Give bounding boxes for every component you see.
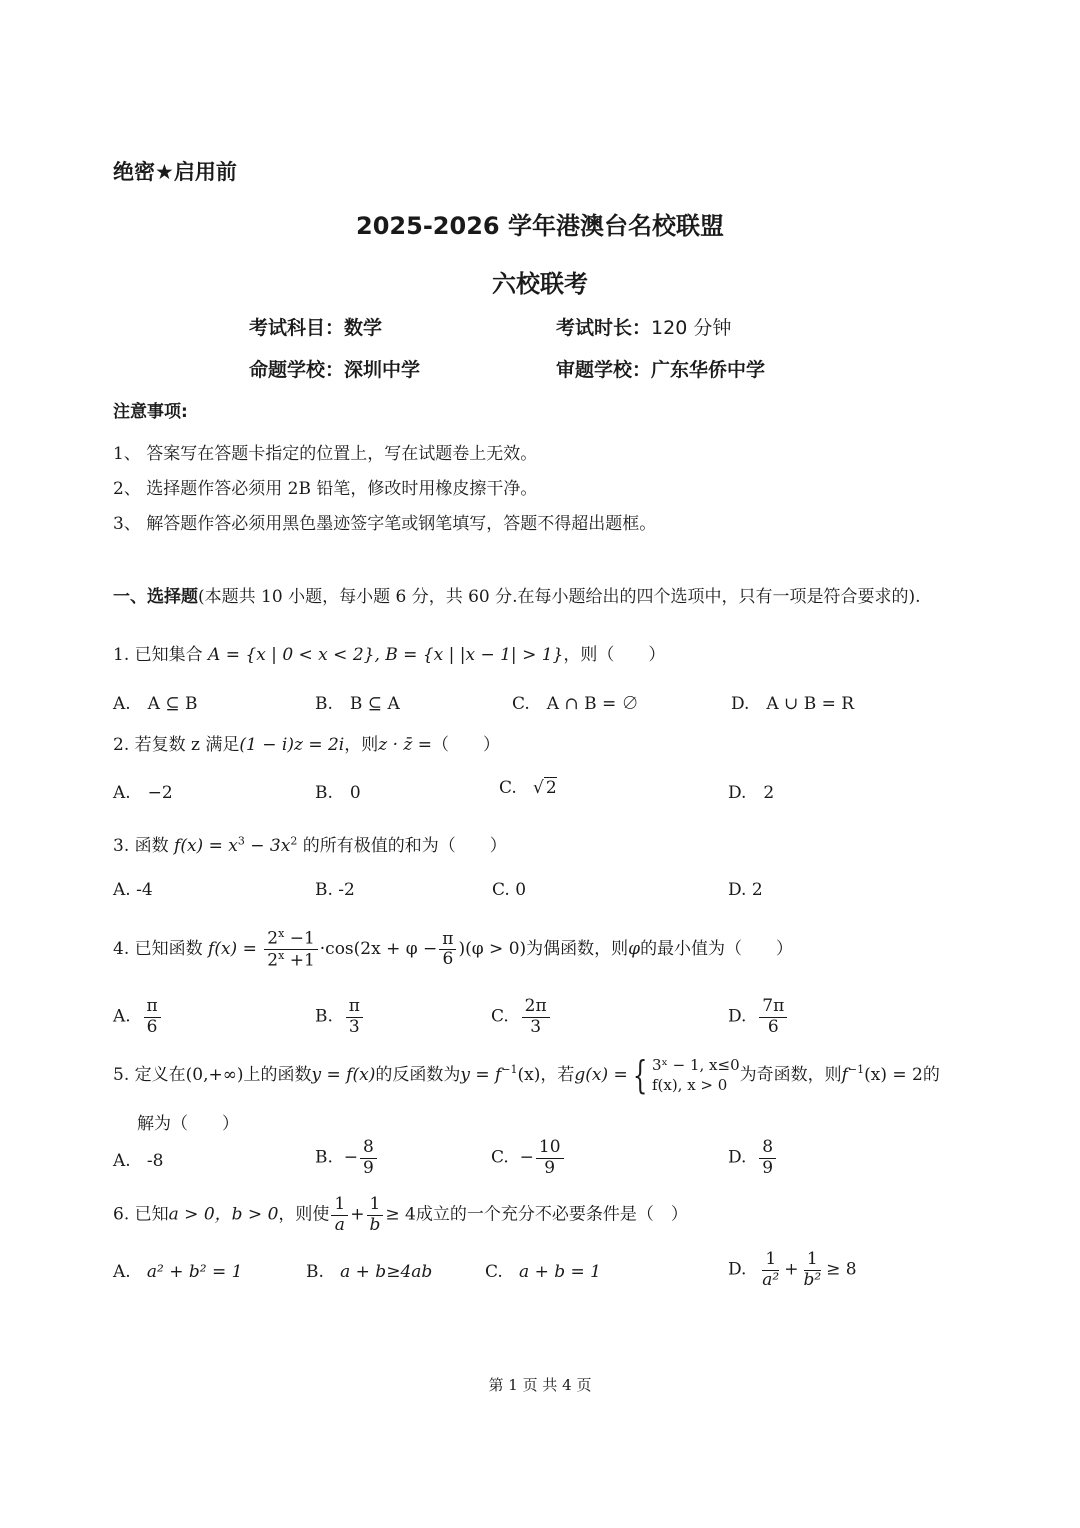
question-1 bbox=[113, 640, 665, 665]
q5-option-c[interactable]: C. − $\frac{10}{9}$ bbox=[491, 1138, 566, 1178]
question-text: 函数 bbox=[134, 836, 169, 856]
question-text: 成立的一个充分不必要条件是（ ） bbox=[415, 1204, 688, 1225]
function-expr: f(x) = bbox=[208, 939, 257, 960]
question-text: 已知集合 bbox=[134, 645, 203, 665]
exam-title: 2025-2026 学年港澳台名校联盟 bbox=[356, 212, 724, 240]
question-4 bbox=[113, 928, 793, 971]
q4-option-a[interactable]: A. $\frac{\pi}{6}$ bbox=[113, 997, 163, 1037]
question-text: 为奇函数，则 bbox=[739, 1064, 842, 1085]
question-text: 的最小值为（ ） bbox=[640, 939, 794, 960]
notes-heading: 注意事项: bbox=[113, 402, 188, 422]
question-3 bbox=[113, 831, 507, 856]
q4-option-b[interactable]: B. $\frac{\pi}{3}$ bbox=[315, 997, 365, 1037]
question-text: 为偶函数，则 bbox=[526, 939, 629, 960]
question-text: 上的函数 bbox=[243, 1064, 312, 1085]
section-description: (本题共 10 小题，每小题 6 分，共 60 分.在每小题给出的四个选项中，只有一项是符合要求的). bbox=[198, 587, 921, 607]
proposer-label: 命题学校： bbox=[249, 359, 345, 381]
sqrt-value: 2 bbox=[545, 778, 557, 798]
question-number: 1. bbox=[113, 645, 130, 665]
q6-option-c[interactable]: C. a + b = 1 bbox=[485, 1262, 601, 1282]
set-b: B = {x | |x − 1| > 1} bbox=[385, 645, 564, 665]
q6-option-a[interactable]: A. a² + b² = 1 bbox=[113, 1262, 243, 1282]
q1-option-b[interactable]: B. B ⊆ A bbox=[315, 694, 400, 714]
question-text: ，若 bbox=[540, 1064, 575, 1085]
question-5: 5. 定义在(0,+∞)上的函数y = f(x)的反函数为$y = f^{-1}(x)$，若g(x) = { 3ˣ − 1, x≤0 f(x), x > 0 为奇函数，则$f^{-1}(x) = 2$的 bbox=[113, 1053, 940, 1098]
q6-option-b[interactable]: B. a + b≥4ab bbox=[306, 1262, 433, 1282]
subject-label: 考试科目： bbox=[249, 317, 345, 339]
piecewise-name: g(x) = bbox=[574, 1064, 628, 1085]
function-expr: y = f(x) bbox=[311, 1064, 376, 1085]
question-text: 的所有极值的和为（ ） bbox=[302, 836, 507, 856]
fraction: $\frac{1}{a}$ bbox=[331, 1195, 348, 1235]
section-heading bbox=[113, 582, 921, 607]
q3-option-a[interactable]: A. -4 bbox=[113, 880, 153, 900]
confidential-mark: 绝密★启用前 bbox=[113, 160, 237, 184]
reviewer-line bbox=[556, 355, 765, 382]
function-expr: − 3x bbox=[244, 836, 291, 856]
question-text: （ ） bbox=[432, 735, 501, 755]
cos-expr: )(φ > 0) bbox=[458, 939, 527, 960]
subject-value: 数学 bbox=[344, 317, 383, 339]
exponent: 3 bbox=[237, 834, 245, 848]
expression: z · z̄ = bbox=[378, 735, 433, 755]
q3-option-c[interactable]: C. 0 bbox=[492, 880, 527, 900]
note-item: 2、 选择题作答必须用 2B 铅笔，修改时用橡皮擦干净。 bbox=[113, 479, 538, 499]
proposer-line bbox=[249, 355, 420, 382]
question-6: 6. 已知a > 0，b > 0，则使 $\frac{1}{a}$ + $\frac{1}{b}$ ≥ 4成立的一个充分不必要条件是（ ） bbox=[113, 1194, 688, 1235]
question-number: 5. bbox=[113, 1064, 130, 1085]
fraction: $\frac{1}{b}$ bbox=[366, 1195, 383, 1235]
question-number: 3. bbox=[113, 836, 130, 856]
q2-option-a[interactable]: A. −2 bbox=[113, 783, 173, 803]
q3-option-b[interactable]: B. -2 bbox=[315, 880, 355, 900]
question-5-line2: 解为（ ） bbox=[137, 1114, 239, 1134]
condition: a > 0，b > 0 bbox=[168, 1204, 279, 1225]
q5-option-a[interactable]: A. -8 bbox=[113, 1151, 164, 1171]
fraction: $\frac{\pi}{6}$ bbox=[439, 930, 456, 970]
duration-value: 120 分钟 bbox=[651, 317, 732, 339]
reviewer-label: 审题学校： bbox=[556, 359, 652, 381]
option-label: C. bbox=[499, 778, 517, 798]
question-2 bbox=[113, 730, 500, 755]
question-number: 4. bbox=[113, 939, 130, 960]
q2-option-d[interactable]: D. 2 bbox=[728, 783, 775, 803]
question-text: ，则 bbox=[344, 735, 379, 755]
question-text: 的 bbox=[922, 1064, 940, 1085]
duration-line bbox=[556, 313, 731, 340]
q6-option-d[interactable]: D. $\frac{1}{\text{a²}}$ + $\frac{1}{\text{b²}}$ ≥ 8 bbox=[728, 1249, 857, 1290]
question-text: 定义在 bbox=[134, 1064, 186, 1085]
q1-option-a[interactable]: A. A ⊆ B bbox=[113, 694, 198, 714]
duration-label: 考试时长： bbox=[556, 317, 652, 339]
q2-option-c[interactable]: C. √ 2 bbox=[499, 778, 557, 798]
equation: f bbox=[841, 1064, 848, 1085]
note-item: 1、 答案写在答题卡指定的位置上，写在试题卷上无效。 bbox=[113, 444, 538, 464]
cos-expr: ·cos(2x + φ − bbox=[319, 939, 438, 960]
q4-option-d[interactable]: D. $\frac{7\pi}{6}$ bbox=[728, 997, 789, 1037]
page-number: 第 1 页 共 4 页 bbox=[488, 1376, 592, 1394]
q5-option-d[interactable]: D. $\frac{8}{9}$ bbox=[728, 1138, 778, 1178]
subject-line bbox=[249, 313, 382, 340]
q3-option-d[interactable]: D. 2 bbox=[728, 880, 763, 900]
q4-option-c[interactable]: C. $\frac{2\pi}{3}$ bbox=[491, 997, 552, 1037]
question-number: 2. bbox=[113, 735, 130, 755]
set-a: A = {x | 0 < x < 2}, bbox=[208, 645, 380, 665]
inverse-expr: y = f bbox=[460, 1064, 502, 1085]
equation: (1 − i)z = 2i bbox=[239, 735, 345, 755]
q1-option-c[interactable]: C. A ∩ B = ∅ bbox=[512, 694, 639, 714]
note-item: 3、 解答题作答必须用黑色墨迹签字笔或钢笔填写，答题不得超出题框。 bbox=[113, 514, 657, 534]
exponent: 2 bbox=[290, 834, 298, 848]
question-text: 若复数 z 满足 bbox=[134, 735, 240, 755]
q5-option-b[interactable]: B. − $\frac{8}{9}$ bbox=[315, 1138, 379, 1178]
piecewise-cases: { 3ˣ − 1, x≤0 f(x), x > 0 bbox=[632, 1053, 740, 1098]
reviewer-value: 广东华侨中学 bbox=[651, 359, 766, 381]
q1-option-d[interactable]: D. A ∪ B = R bbox=[731, 694, 855, 714]
phi-symbol: φ bbox=[628, 939, 641, 960]
question-text: 已知函数 bbox=[134, 939, 203, 960]
fraction: $\frac{2^x -1}{2^x +1}$ bbox=[264, 928, 318, 971]
question-number: 6. bbox=[113, 1204, 130, 1225]
exam-subtitle: 六校联考 bbox=[492, 270, 588, 298]
question-text: ，则使 bbox=[278, 1204, 330, 1225]
question-text: ，则（ ） bbox=[563, 645, 666, 665]
section-title: 一、选择题 bbox=[113, 587, 198, 607]
proposer-value: 深圳中学 bbox=[344, 359, 421, 381]
q2-option-b[interactable]: B. 0 bbox=[315, 783, 361, 803]
function-expr: f(x) = x bbox=[174, 836, 238, 856]
question-text: 的反函数为 bbox=[375, 1064, 461, 1085]
inequality: ≥ 4 bbox=[385, 1204, 416, 1225]
question-text: 已知 bbox=[134, 1204, 169, 1225]
domain-expr: (0,+∞) bbox=[185, 1064, 244, 1085]
